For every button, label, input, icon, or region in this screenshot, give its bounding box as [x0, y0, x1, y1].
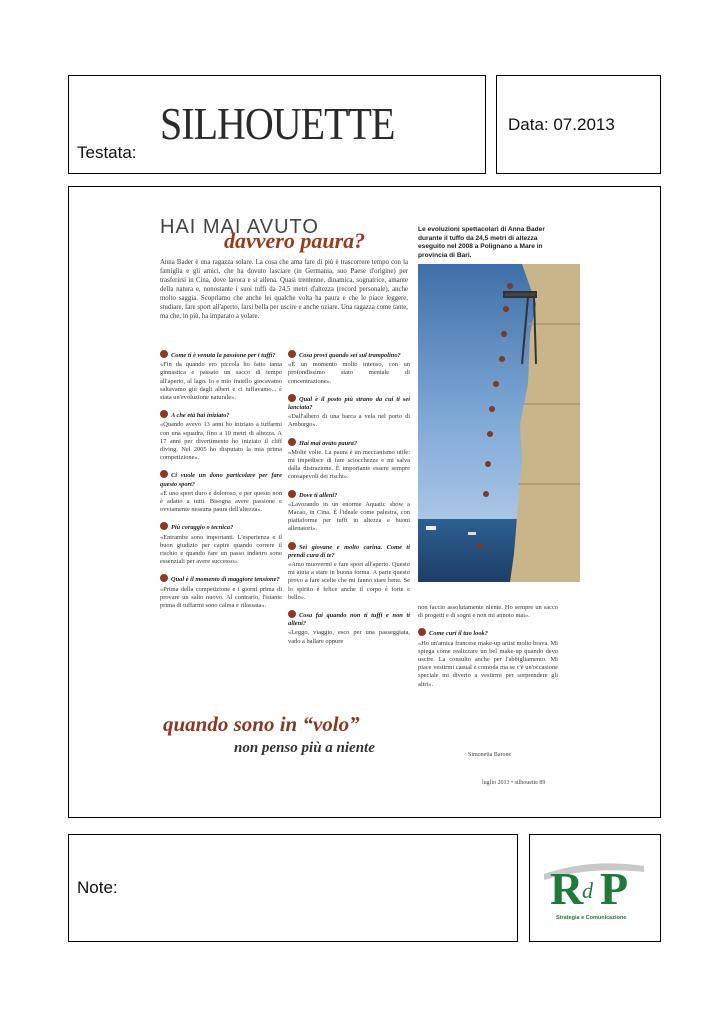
question: [288, 610, 410, 628]
bullet-dot-icon: [160, 350, 168, 358]
question-text: Dove ti alleni?: [299, 491, 338, 499]
answer: «Quando avevo 13 anni ho iniziato a tuffarmi con una squadra, fino a 10 metri di altezza. A 17 anni per divertimento ho iniziato il cliff diving. Nel 2005 ho disputato la mia prima competizione».: [160, 421, 282, 462]
bullet-dot-icon: [288, 438, 296, 446]
article-column-3: [418, 604, 558, 689]
diver-photo: [418, 264, 580, 582]
testata-label: Testata:: [77, 143, 137, 162]
article-title-line2: davvero paura?: [224, 228, 366, 253]
svg-text:P: P: [600, 863, 629, 914]
question-text: Più coraggio o tecnica?: [171, 524, 234, 532]
rdp-logo-tagline: Strategia e Comunicazione: [556, 915, 627, 921]
question-text: Qual è il momento di maggiore tensione?: [171, 576, 280, 584]
bullet-dot-icon: [160, 522, 168, 530]
bullet-dot-icon: [288, 490, 296, 498]
question: [288, 542, 410, 560]
page-folio: luglio 2013 • silhouette 89: [482, 780, 546, 786]
question-text: Ci vuole un dono particolare per fare questo sport?: [160, 472, 282, 488]
answer: «Entrambe sono importanti. L'esperienza e il buon giudizio per capire quando correre il rischio e quando fare un passo indietro sono essenziali per avere successo».: [160, 533, 282, 566]
answer: «Fin da quando ero piccola ho fatto tanta ginnastica e passato un sacco di tempo all'aperto, al lago. Io e mio fratello giocavamo saltavamo giù dagli alberi e ci tuffavamo... è stata un'evoluzione naturale».: [160, 361, 282, 402]
question-text: Cosa fai quando non ti tuffi e non ti alleni?: [288, 612, 410, 628]
pull-quote-line2: non penso più a niente: [234, 740, 375, 756]
article-title-line1: HAI MAI AVUTO: [160, 216, 319, 238]
answer: «Dall'albero di una barca a vela nel porto di Amburgo».: [288, 413, 410, 429]
article-column-2: [288, 342, 410, 646]
bullet-dot-icon: [160, 470, 168, 478]
question: [160, 574, 282, 584]
bullet-dot-icon: [160, 574, 168, 582]
bullet-dot-icon: [288, 610, 296, 618]
answer: «Amo muovermi e fare sport all'aperto. Questo mi aiuta a stare in buona forma. A parte questo provo a fare scelte che mi fanno stare bene. Se lo spirito è felice anche il corpo è forte e bello».: [288, 561, 410, 601]
question-text: Cosa provi quando sei sul trampolino?: [299, 352, 401, 359]
question: [160, 410, 282, 420]
question: [288, 350, 410, 360]
question: [418, 628, 558, 638]
question-text: A che età hai iniziato?: [171, 412, 230, 420]
question-text: Come ti è venuta la passione per i tuffi?: [171, 352, 276, 359]
bullet-dot-icon: [160, 410, 168, 418]
masthead-logo: SILHOUETTE: [160, 97, 395, 150]
answer: «È uno sport duro e doloroso, e per questo non è adatto a tutti. Bisogna avere passione e ovviamente nessuna paura dell'altezza».: [160, 489, 282, 514]
question-text: Hai mai avuto paura?: [299, 439, 358, 447]
bullet-dot-icon: [288, 394, 296, 402]
date-label: Data: 07.2013: [508, 115, 615, 134]
question: [160, 350, 282, 360]
question-text: Qual è il posto più strano da cui ti sei lanciata?: [288, 395, 410, 412]
answer: «Molte volte. La paura è un meccanismo utile: mi impedisce di fare sciocchezze e mi salva dalla distrazione. È importante essere sempre consapevoli dei rischi».: [288, 448, 410, 481]
question: [160, 470, 282, 488]
pull-quote-line1: quando sono in “volo”: [163, 712, 360, 736]
question: [288, 438, 410, 448]
photo-caption: Le evoluzioni spettacolari di Anna Bader durante il tuffo da 24,5 metri di altezza eseguito nel 2008 a Polignano a Mare in provincia di Bari.: [418, 226, 545, 259]
question: [288, 490, 410, 500]
question: [160, 522, 282, 532]
answer: «È un momento molto intenso, con un profondissimo stato mentale di concentrazione».: [288, 361, 410, 385]
question: [288, 394, 410, 412]
article-column-1: [160, 342, 282, 610]
answer: non faccio assolutamente niente. Ho sempre un sacco di progetti e di sogni e non mi annoio mai».: [418, 604, 558, 620]
bullet-dot-icon: [288, 542, 296, 550]
bullet-dot-icon: [418, 628, 426, 636]
question-text: Come curi il tuo look?: [429, 630, 488, 638]
answer: «Leggo, viaggio, esco per una passeggiata, vado a ballare oppure: [288, 629, 410, 645]
note-label: Note:: [77, 878, 118, 897]
note-box: [68, 834, 518, 942]
answer: «Ho un'amica francese make-up artist molto brava. Mi spiega come realizzare un bel make-up quando devo uscire. La consulto anche per l'abbigliamento. Mi piace vestirmi casual e comoda ma se c'è un'occasione speciale mi diverto a vestirmi per sorprendere gli altri».: [418, 639, 558, 688]
rdp-logo-text: R: [550, 863, 584, 914]
answer: «Lavorando in un enorme Aquatic show a Macao, in Cina. È l'ideale come palestra, con piattaforme per tuffi in altezza e buoni allenatori».: [288, 500, 410, 533]
article-intro: Anna Bader è una ragazza solare. La cosa che ama fare di più è trascorrere tempo con la famiglia e gli amici, che ha dovuto lasciare (in Germania, suo Paese d'origine) per trasferirsi in Cina, dove lavora e si allena. Quasi trentenne, dinamica, sognatrice, amante della natura e, nonostante i suoi tuffi da 24,5 metri d'altezza (record personale), anche molto saggia. Scopriamo che anche lei qualche volta ha paura e che le piace leggere, studiare, fare sport all'aperto, farsi bella per uscire e anche oziare. Una ragazza come tante, ma che, in più, ha imparato a volare.: [160, 259, 408, 320]
svg-text:d: d: [582, 878, 593, 903]
answer: «Prima della competizione e i giorni prima di provare un salto nuovo. Al contrario, l'istante prima di tuffarmi sono calma e rilassata».: [160, 585, 282, 610]
bullet-dot-icon: [288, 350, 296, 358]
article-author: Simonetta Barone: [468, 752, 512, 758]
question-text: Sei giovane e molto carina. Come ti prendi cura di te?: [288, 543, 410, 559]
